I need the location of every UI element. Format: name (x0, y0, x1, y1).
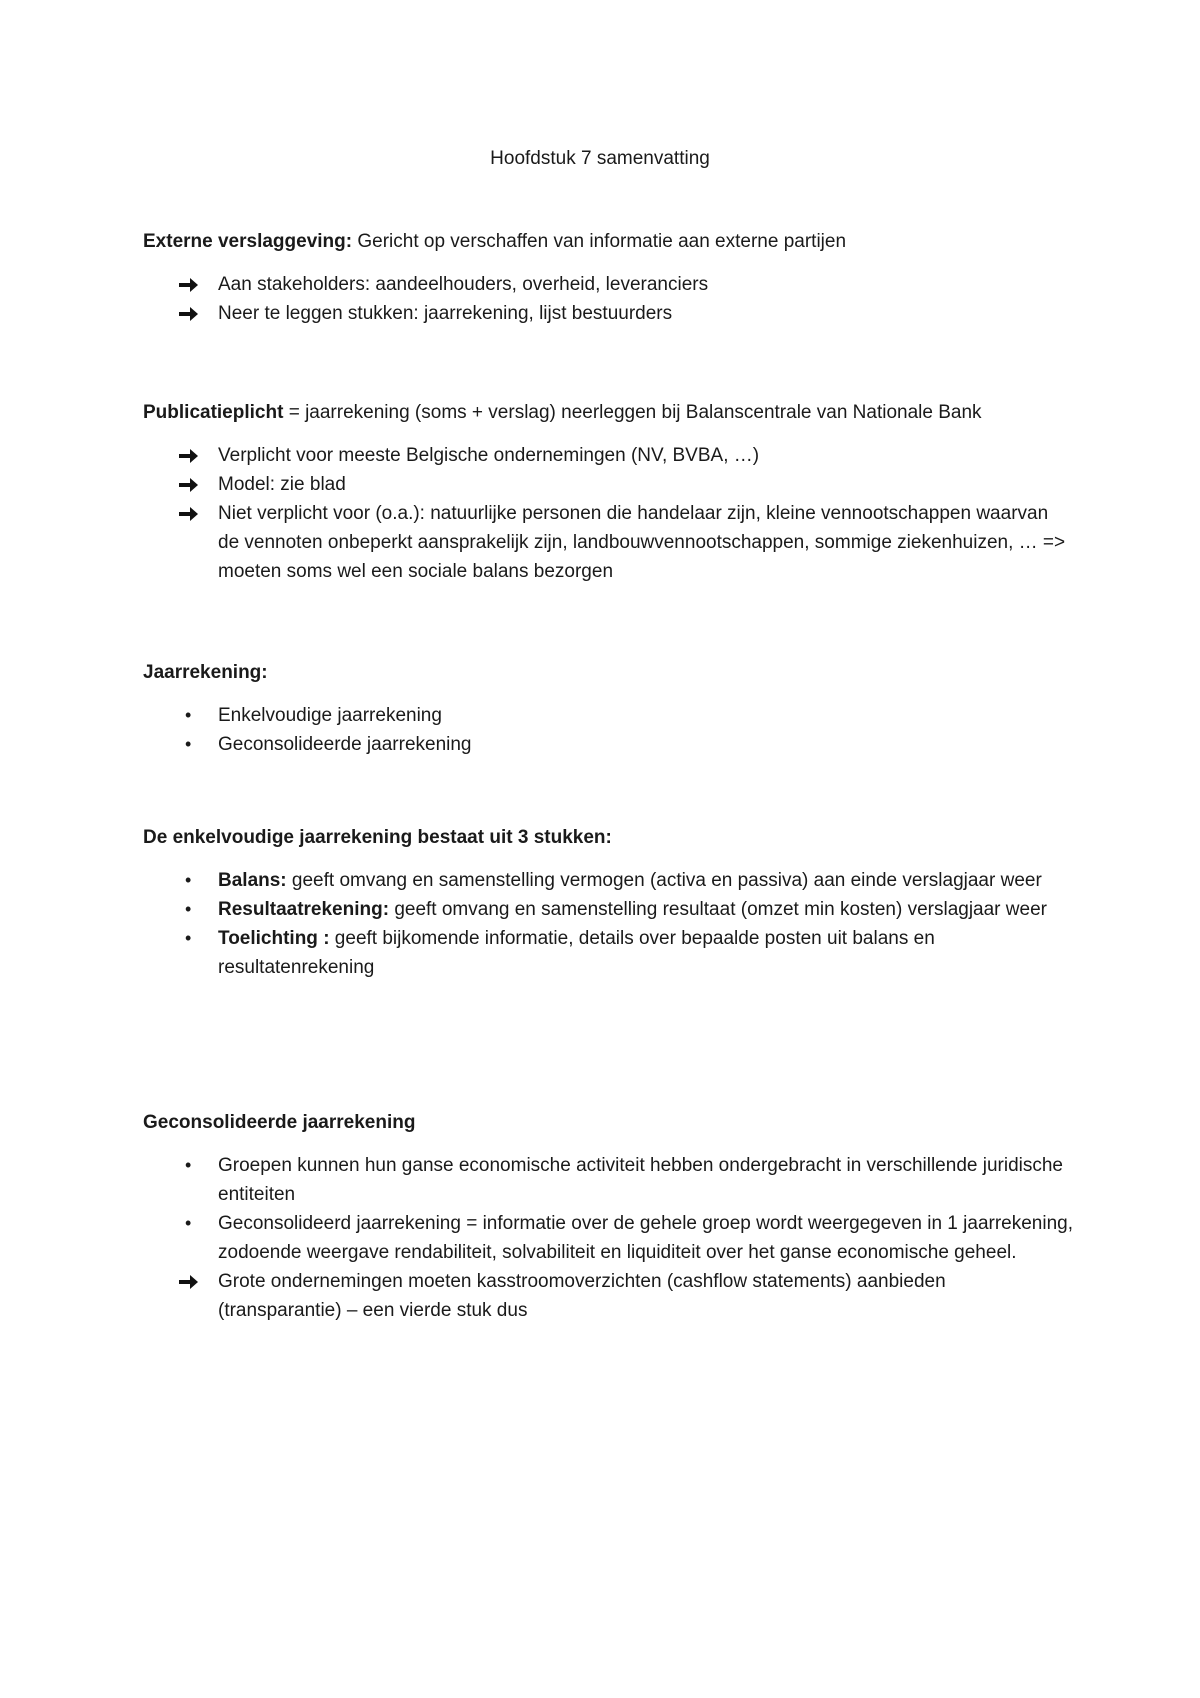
bullet-icon: • (185, 928, 192, 948)
right-arrow-icon (179, 1267, 203, 1290)
list-item-text: Aan stakeholders: aandeelhouders, overheid, leveranciers (218, 274, 709, 295)
list-item (143, 924, 1073, 982)
heading-rest: = jaarrekening (soms + verslag) neerleggen bij Balanscentrale van Nationale Bank (283, 402, 982, 423)
section-heading (143, 398, 1073, 427)
list-item-text: Grote ondernemingen moeten kasstroomoverzichten (cashflow statements) aanbieden (transparantie) – een vierde stuk dus (218, 1271, 946, 1321)
list-item-text: Enkelvoudige jaarrekening (218, 705, 442, 726)
right-arrow-icon (179, 299, 203, 322)
arrow-list (143, 270, 1073, 328)
list-item (143, 866, 1073, 895)
list-item-text (218, 899, 1047, 920)
list-item (143, 1209, 1073, 1267)
right-arrow-icon (179, 441, 203, 464)
section-heading (143, 227, 1073, 256)
heading-bold: Jaarrekening: (143, 662, 268, 683)
item-rest: geeft omvang en samenstelling resultaat (omzet min kosten) verslagjaar weer (389, 899, 1047, 920)
list-item-text (218, 870, 1042, 891)
right-arrow-icon (179, 270, 203, 293)
heading-bold: Publicatieplicht (143, 402, 284, 423)
heading-bold: Externe verslaggeving: (143, 231, 353, 252)
item-bold: Resultaatrekening: (218, 899, 390, 920)
list-item (143, 895, 1073, 924)
heading-bold: Geconsolideerde jaarrekening (143, 1112, 416, 1133)
section-publicatieplicht (143, 398, 1073, 586)
list-item (143, 730, 1073, 759)
list-item (143, 1267, 1073, 1325)
list-item (143, 701, 1073, 730)
list-item-text: Geconsolideerd jaarrekening = informatie over de gehele groep wordt weergegeven in 1 jaarrekening, zodoende weergave rendabiliteit, solvabiliteit en liquiditeit over het ganse economische geheel. (218, 1213, 1073, 1263)
section-heading (143, 823, 1073, 852)
list-item-text: Groepen kunnen hun ganse economische activiteit hebben ondergebracht in verschillende juridische entiteiten (218, 1155, 1063, 1205)
list-item (143, 470, 1073, 499)
list-item (143, 499, 1073, 586)
page-title: Hoofdstuk 7 samenvatting (490, 148, 710, 169)
item-bold: Balans: (218, 870, 287, 891)
right-arrow-icon (179, 470, 203, 493)
bullet-icon: • (185, 870, 192, 890)
list-item-text: Model: zie blad (218, 474, 346, 495)
heading-bold: De enkelvoudige jaarrekening bestaat uit 3 stukken: (143, 827, 612, 848)
bullet-icon: • (185, 705, 192, 725)
list-item-text (218, 928, 935, 978)
heading-rest: Gericht op verschaffen van informatie aan externe partijen (352, 231, 847, 252)
list-item-text: Verplicht voor meeste Belgische ondernemingen (NV, BVBA, …) (218, 445, 760, 466)
item-rest: geeft bijkomende informatie, details over bepaalde posten uit balans en resultatenrekening (218, 928, 935, 978)
item-bold: Toelichting : (218, 928, 330, 949)
list-item (143, 299, 1073, 328)
bullet-list (143, 701, 1073, 759)
list-item (143, 441, 1073, 470)
section-heading (143, 658, 1073, 687)
section-externe-verslaggeving (143, 227, 1073, 328)
right-arrow-icon (179, 499, 203, 522)
bullet-icon: • (185, 734, 192, 754)
section-geconsolideerde-jaarrekening (143, 1108, 1073, 1325)
list-item-text: Geconsolideerde jaarrekening (218, 734, 472, 755)
bullet-icon: • (185, 899, 192, 919)
bullet-icon: • (185, 1155, 192, 1175)
section-enkelvoudige-jaarrekening (143, 823, 1073, 982)
section-heading (143, 1108, 1073, 1137)
item-rest: geeft omvang en samenstelling vermogen (activa en passiva) aan einde verslagjaar weer (286, 870, 1042, 891)
list-item-text: Neer te leggen stukken: jaarrekening, lijst bestuurders (218, 303, 673, 324)
arrow-list (143, 441, 1073, 586)
bullet-list (143, 866, 1073, 982)
mixed-list (143, 1151, 1073, 1325)
bullet-icon: • (185, 1213, 192, 1233)
list-item (143, 1151, 1073, 1209)
section-jaarrekening (143, 658, 1073, 759)
list-item-text: Niet verplicht voor (o.a.): natuurlijke personen die handelaar zijn, kleine vennootschappen waarvan de vennoten onbeperkt aansprakelijk zijn, landbouwvennootschappen, sommige ziekenhuizen, … => moeten soms wel een sociale balans bezorgen (218, 503, 1066, 582)
list-item (143, 270, 1073, 299)
